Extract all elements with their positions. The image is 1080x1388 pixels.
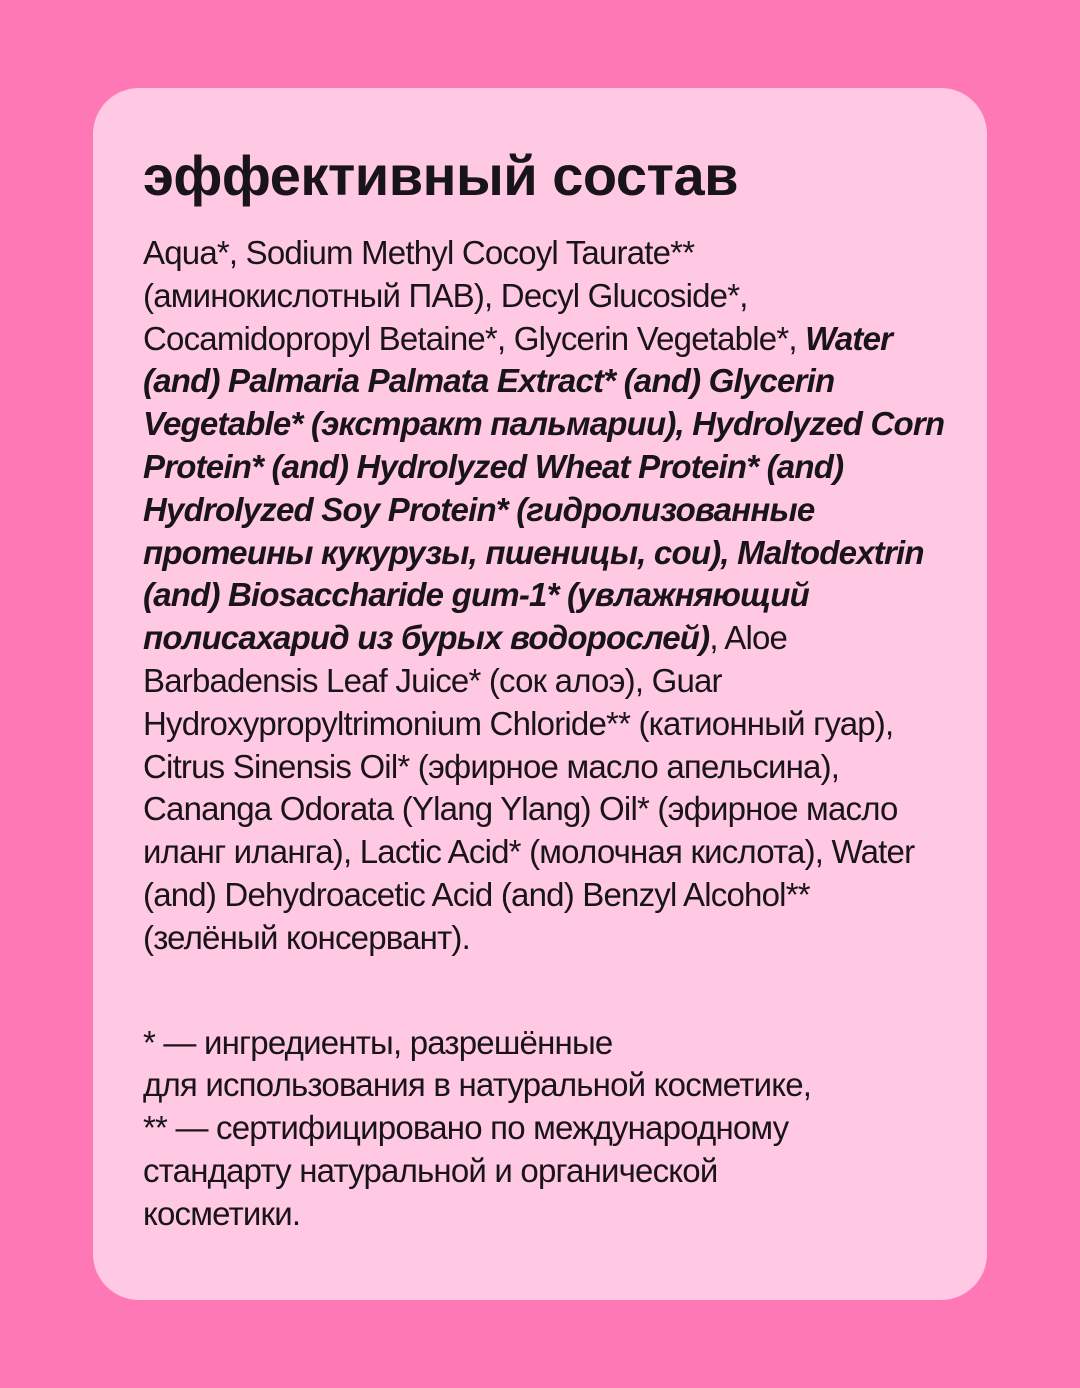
footnote-line: * — ингредиенты, разрешённые xyxy=(143,1023,613,1061)
ingredients-text-regular-end: , Aloe Barbadensis Leaf Juice* (сок алоэ), Guar Hydroxypropyltrimonium Chloride** (катионный гуар), Citrus Sinensis Oil* (эфирное масло апельсина), Cananga Odorata (Ylang Ylang) Oil* (эфирное масло иланг иланга), Lactic Acid* (молочная кислота), Water (and) Dehydroacetic Acid (and) Benzyl Alcohol** (зелёный консервант). xyxy=(143,619,915,956)
ingredients-card xyxy=(93,88,987,1300)
footnote-line: косметики. xyxy=(143,1194,301,1232)
footnotes xyxy=(143,1022,947,1236)
footnote-line: ** — сертифицировано по международному xyxy=(143,1109,789,1147)
footnote-line: для использования в натуральной косметике, xyxy=(143,1066,812,1104)
ingredients-text-highlighted: Water (and) Palmaria Palmata Extract* (and) Glycerin Vegetable* (экстракт пальмарии), Hydrolyzed Corn Protein* (and) Hydrolyzed Wheat Protein* (and) Hydrolyzed Soy Protein* (гидролизованные протеины кукурузы, пшеницы, сои), Maltodextrin (and) Biosaccharide gum-1* (увлажняющий полисахарид из бурых водорослей) xyxy=(143,319,945,657)
footnote-line: стандарту натуральной и органической xyxy=(143,1151,718,1189)
ingredients-list xyxy=(143,232,947,960)
ingredients-text-regular: Aqua*, Sodium Methyl Cocoyl Taurate** (аминокислотный ПАВ), Decyl Glucoside*, Cocamidopropyl Betaine*, Glycerin Vegetable*, xyxy=(143,234,806,357)
page-title: эффективный состав xyxy=(143,144,739,207)
